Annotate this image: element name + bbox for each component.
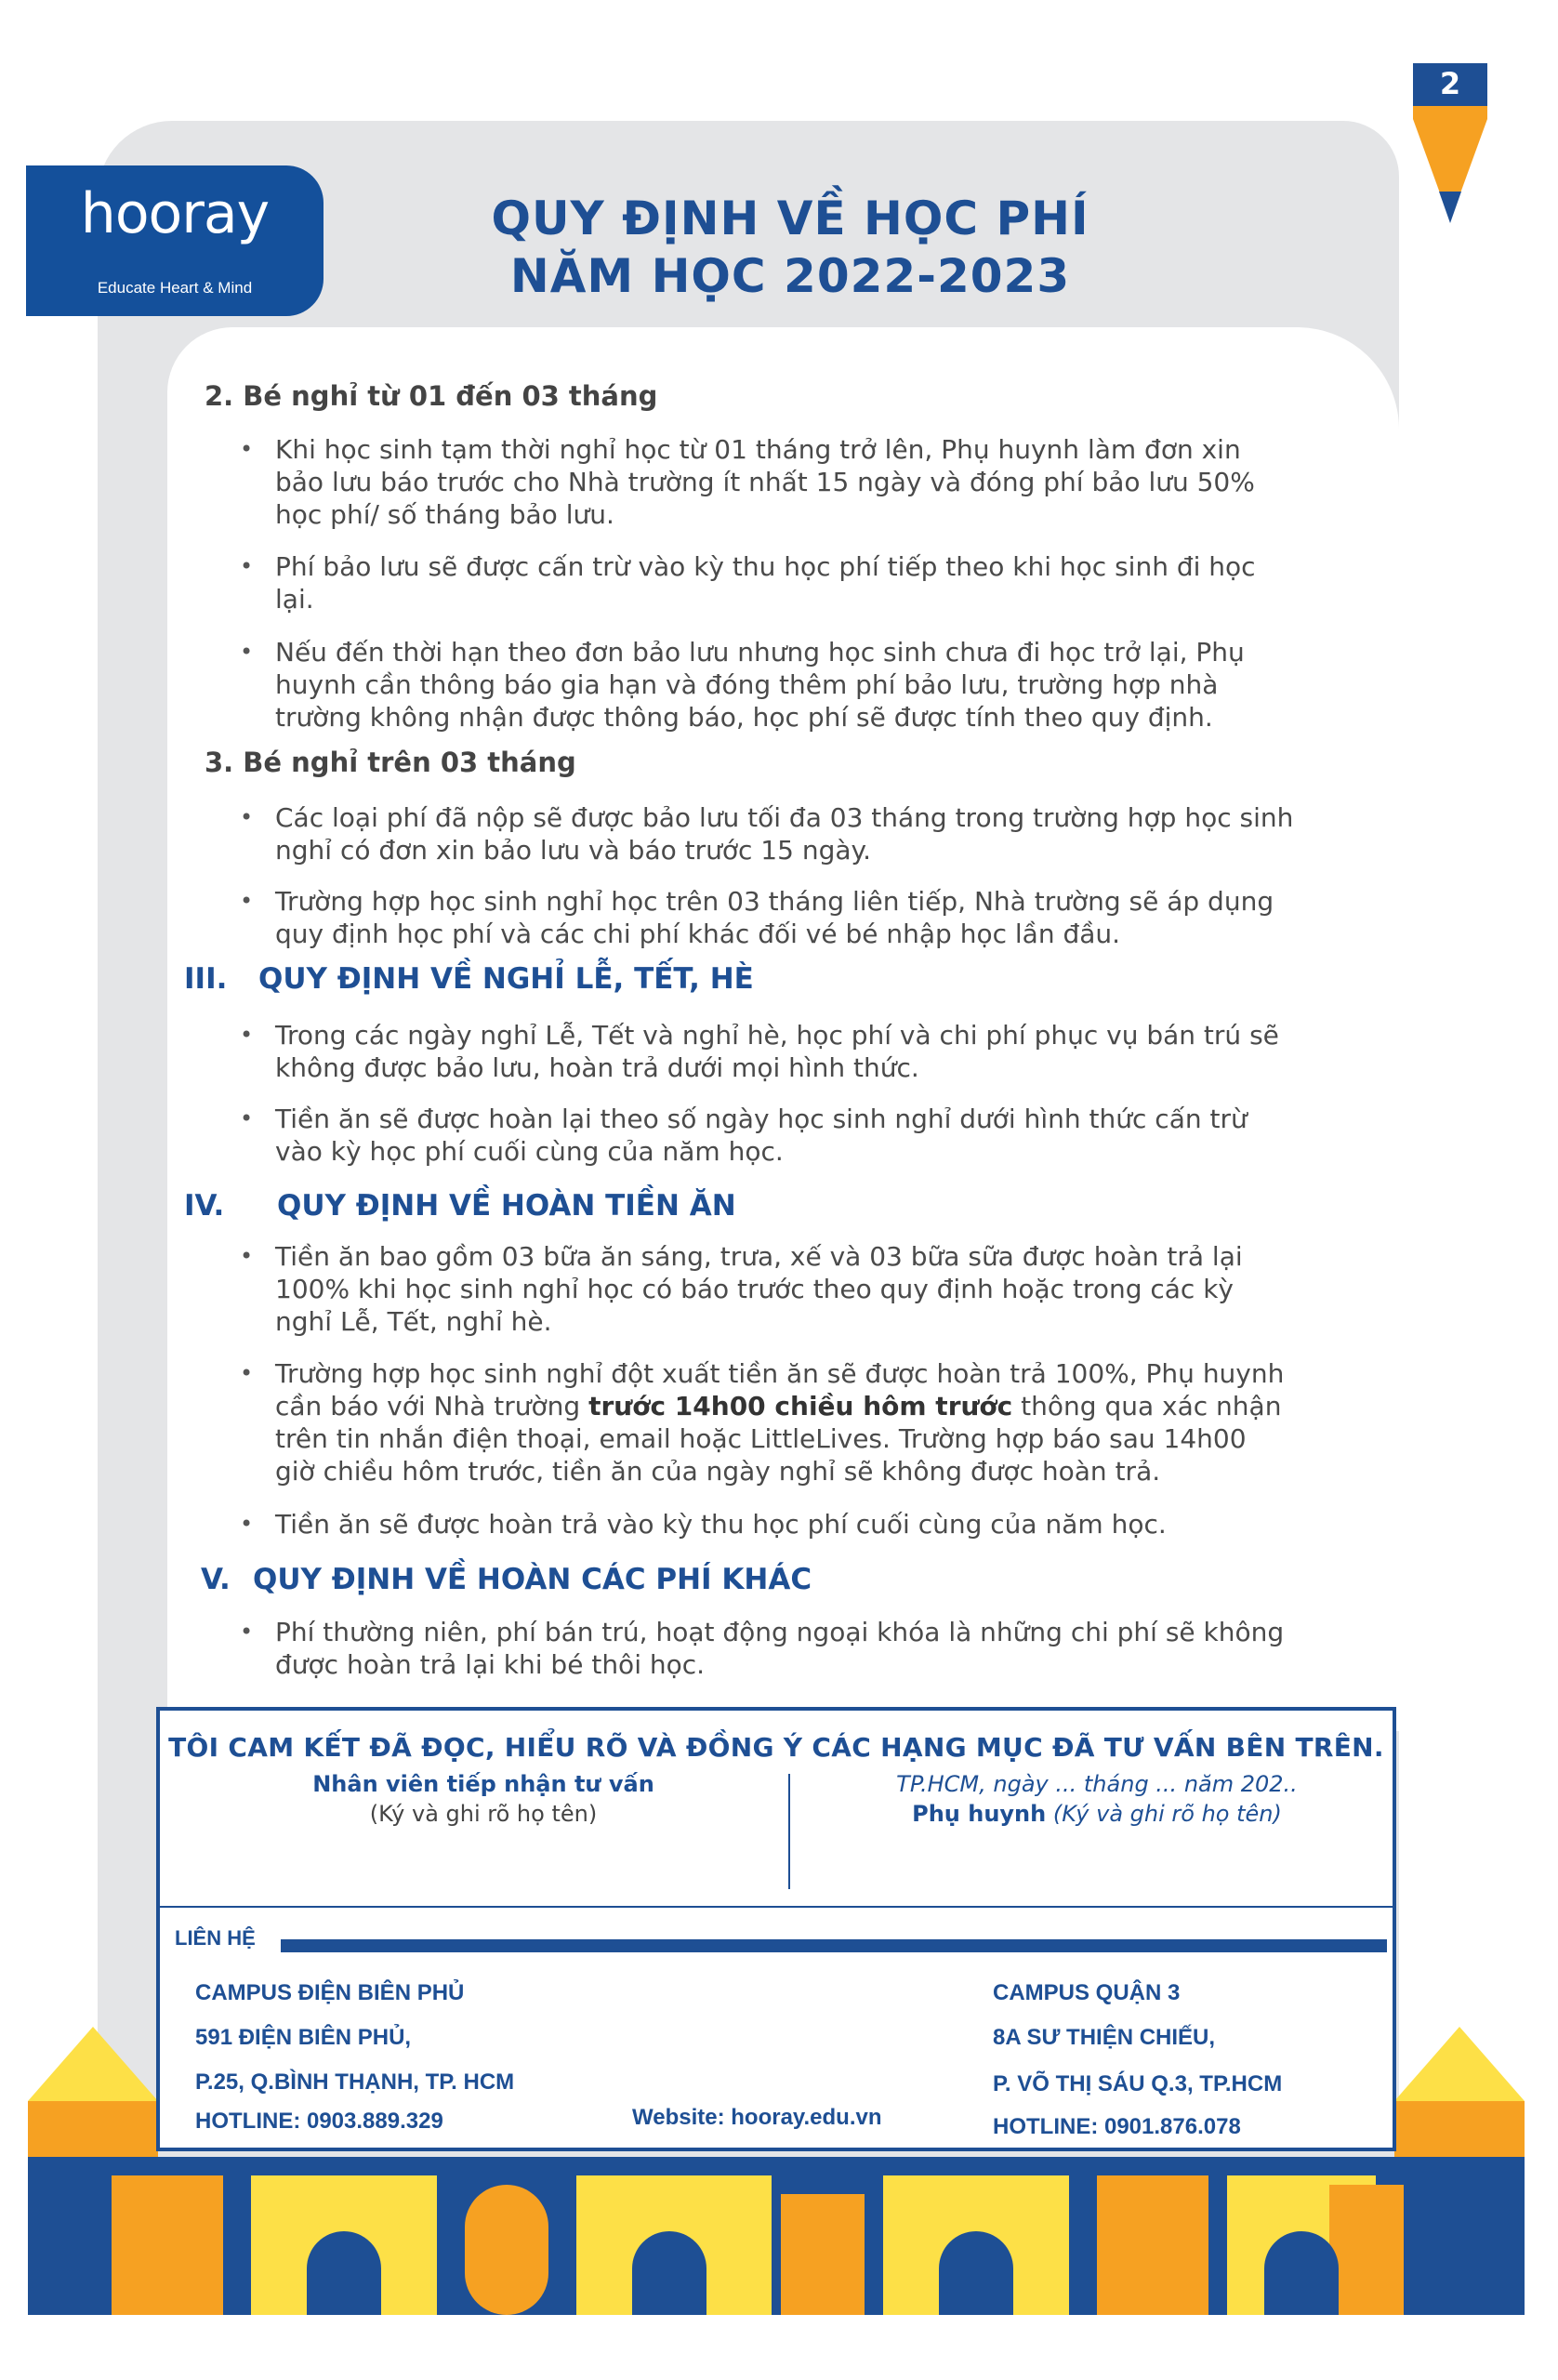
section-III-heading: QUY ĐỊNH VỀ NGHỈ LỄ, TẾT, HÈ (258, 962, 754, 996)
bullet-icon: • (240, 1022, 254, 1048)
staff-signature-note: (Ký và ghi rõ họ tên) (369, 1801, 598, 1827)
section-III-bullet-2: Tiền ăn sẽ được hoàn lại theo số ngày học sinh nghỉ dưới hình thức cấn trừ vào kỳ học phí cuối cùng của năm học. (275, 1104, 1248, 1167)
bullet-icon: • (240, 1105, 254, 1131)
parent-signature-label: Phụ huynh (912, 1801, 1047, 1827)
section-V-heading: QUY ĐỊNH VỀ HOÀN CÁC PHÍ KHÁC (253, 1563, 812, 1596)
parent-signature (818, 1800, 1376, 1828)
campus2-address-line1: 8A SƯ THIỆN CHIẾU, (993, 2025, 1216, 2050)
website-link[interactable]: Website: hooray.edu.vn (632, 2105, 882, 2130)
campus2-address-line2: P. VÕ THỊ SÁU Q.3, TP.HCM (993, 2071, 1283, 2096)
section-V-bullet-1: Phí thường niên, phí bán trú, hoạt động ngoại khóa là những chi phí sẽ không được hoàn trả lại khi bé thôi học. (275, 1617, 1285, 1680)
parent-signature-note: (Ký và ghi rõ họ tên) (1046, 1801, 1282, 1827)
section-3-bullet-2: Trường hợp học sinh nghỉ học trên 03 tháng liên tiếp, Nhà trường sẽ áp dụng quy định học phí và các chi phí khác đối vé bé nhập học lần đầu. (275, 886, 1274, 949)
bullet-icon: • (240, 1619, 254, 1645)
staff-signature-label: Nhân viên tiếp nhận tư vấn (312, 1771, 654, 1797)
commitment-title: TÔI CAM KẾT ĐÃ ĐỌC, HIỂU RÕ VÀ ĐỒNG Ý CÁC HẠNG MỤC ĐÃ TƯ VẤN BÊN TRÊN. (168, 1732, 1384, 1763)
campus1-name: CAMPUS ĐIỆN BIÊN PHỦ (195, 1980, 465, 2005)
section-IV-heading: QUY ĐỊNH VỀ HOÀN TIỀN ĂN (277, 1189, 736, 1223)
signature-divider (788, 1774, 790, 1889)
bullet-icon: • (240, 639, 254, 665)
page-title-line1: QUY ĐỊNH VỀ HỌC PHÍ (491, 192, 1089, 245)
campus1-address-line1: 591 ĐIỆN BIÊN PHỦ, (195, 2025, 412, 2050)
section-IV-numeral: IV. (184, 1189, 225, 1223)
bullet-icon: • (240, 804, 254, 830)
section-V-numeral: V. (201, 1563, 231, 1596)
campus2-hotline: HOTLINE: 0901.876.078 (993, 2114, 1241, 2139)
bullet-icon: • (240, 1360, 254, 1386)
logo-tagline: Educate Heart & Mind (97, 279, 253, 297)
section-2-bullet-2: Phí bảo lưu sẽ được cấn trừ vào kỳ thu học phí tiếp theo khi học sinh đi học lại. (275, 551, 1256, 615)
campus1-hotline: HOTLINE: 0903.889.329 (195, 2109, 443, 2134)
section-III-bullet-1: Trong các ngày nghỉ Lễ, Tết và nghỉ hè, học phí và chi phí phục vụ bán trú sẽ không được bảo lưu, hoàn trả dưới mọi hình thức. (275, 1020, 1279, 1083)
section-IV-bullet-3: Tiền ăn sẽ được hoàn trả vào kỳ thu học phí cuối cùng của năm học. (275, 1509, 1167, 1540)
signature-date-line: TP.HCM, ngày ... tháng ... năm 202.. (896, 1771, 1298, 1797)
campus2-name: CAMPUS QUẬN 3 (993, 1980, 1181, 2005)
section-IV-bullet-2: Trường hợp học sinh nghỉ đột xuất tiền ăn sẽ được hoàn trả 100%, Phụ huynh cần báo với Nhà trường trước 14h00 chiều hôm trước thông qua xác nhận trên tin nhắn điện thoại, email hoặc LittleLives. Trường hợp báo sau 14h00 giờ chiều hôm trước, tiền ăn của ngày nghỉ sẽ không được hoàn trả. (275, 1358, 1285, 1487)
bottom-margin (0, 2315, 1558, 2380)
campus1-address-line2: P.25, Q.BÌNH THẠNH, TP. HCM (195, 2069, 515, 2095)
page-title-line2: NĂM HỌC 2022-2023 (509, 249, 1071, 303)
deadline-emphasis: trước 14h00 chiều hôm trước (588, 1391, 1013, 1421)
logo-wordmark: hooray (80, 181, 270, 246)
bullet-icon: • (240, 1511, 254, 1537)
section-IV-bullet-1: Tiền ăn bao gồm 03 bữa ăn sáng, trưa, xế và 03 bữa sữa được hoàn trả lại 100% khi học sinh nghỉ học có báo trước theo quy định hoặc trong các kỳ nghỉ Lễ, Tết, nghỉ hè. (275, 1241, 1243, 1337)
section-3-bullet-1: Các loại phí đã nộp sẽ được bảo lưu tối đa 03 tháng trong trường hợp học sinh nghỉ có đơn xin bảo lưu và báo trước 15 ngày. (275, 802, 1294, 866)
contact-divider-bar (281, 1939, 1387, 1952)
section-2-bullet-1: Khi học sinh tạm thời nghỉ học từ 01 tháng trở lên, Phụ huynh làm đơn xin bảo lưu báo trước cho Nhà trường ít nhất 15 ngày và đóng phí bảo lưu 50% học phí/ số tháng bảo lưu. (275, 434, 1255, 530)
section-2-bullet-3: Nếu đến thời hạn theo đơn bảo lưu nhưng học sinh chưa đi học trở lại, Phụ huynh cần thông báo gia hạn và đóng thêm phí bảo lưu, trường hợp nhà trường không nhận được thông báo, học phí sẽ được tính theo quy định. (275, 637, 1245, 733)
contact-heading: LIÊN HỆ (175, 1926, 256, 1950)
section-2-heading: 2. Bé nghỉ từ 01 đến 03 tháng (205, 380, 658, 412)
bullet-icon: • (240, 436, 254, 462)
section-III-numeral: III. (184, 962, 228, 996)
bullet-icon: • (240, 888, 254, 914)
section-3-heading: 3. Bé nghỉ trên 03 tháng (205, 747, 576, 778)
bullet-icon: • (240, 553, 254, 579)
bullet-icon: • (240, 1243, 254, 1269)
page-number: 2 (1439, 66, 1461, 101)
